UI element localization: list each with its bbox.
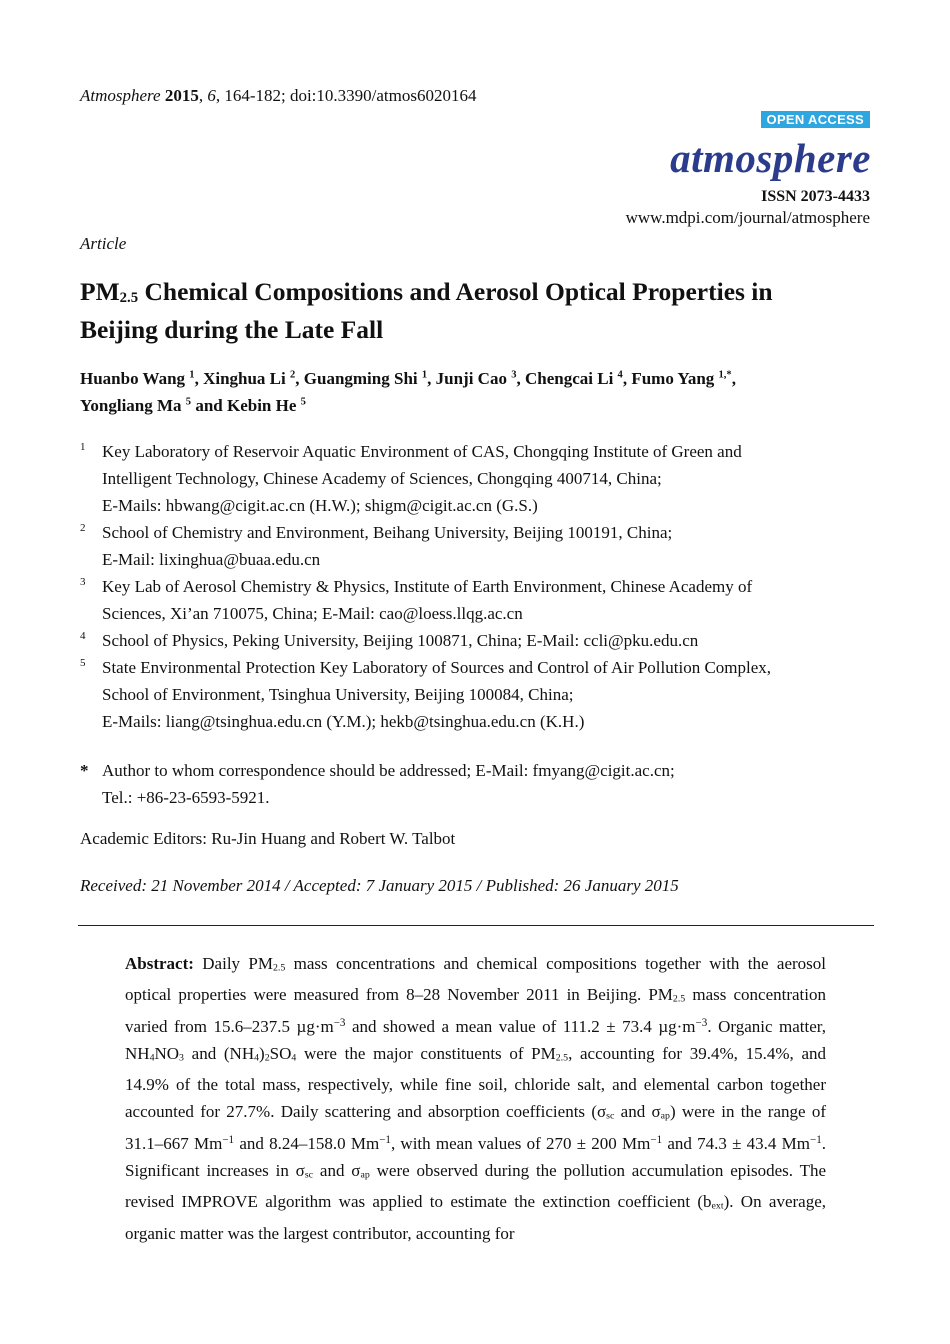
abstract-superscript: −1	[810, 1133, 822, 1146]
abstract-text: . Significant increases in σ	[125, 1133, 827, 1180]
abstract-text: mass concentration varied from 15.6–237.5 µg·m	[125, 985, 826, 1036]
abstract-text: and showed a mean value of 111.2 ± 73.4 µg·m	[345, 1016, 696, 1036]
journal-url[interactable]: www.mdpi.com/journal/atmosphere	[625, 208, 870, 227]
abstract-text: and 8.24–158.0 Mm	[234, 1133, 380, 1153]
title-pm: PM	[80, 277, 120, 306]
affiliation-line: Key Laboratory of Reservoir Aquatic Environment of CAS, Chongqing Institute of Green and	[102, 442, 742, 461]
open-access-badge: OPEN ACCESS	[761, 111, 870, 128]
citation-year: 2015	[164, 86, 199, 105]
correspondence-line1: Author to whom correspondence should be addressed; E-Mail: fmyang@cigit.ac.cn;	[102, 761, 675, 780]
abstract-subscript: 4	[149, 1052, 155, 1064]
abstract-text: and 74.3 ± 43.4 Mm	[662, 1133, 810, 1153]
affiliation-item	[80, 438, 880, 519]
abstract-body	[125, 954, 826, 1243]
abstract-text: and σ	[313, 1160, 361, 1180]
title-pm-subscript: 2.5	[119, 290, 139, 307]
abstract-label: Abstract:	[125, 954, 194, 973]
citation-journal: Atmosphere	[80, 86, 161, 105]
citation-volume: 6	[207, 86, 216, 105]
abstract-superscript: −3	[333, 1016, 346, 1029]
affiliation-line: Sciences, Xi’an 710075, China; E-Mail: cao@loess.llqg.ac.cn	[102, 604, 523, 623]
author-affiliation-mark: 2	[290, 369, 296, 381]
author-name: Fumo Yang	[631, 369, 715, 388]
author-name: Xinghua Li	[203, 369, 286, 388]
affiliation-line: Key Lab of Aerosol Chemistry & Physics, Institute of Earth Environment, Chinese Academy of	[102, 577, 753, 596]
affiliation-item	[80, 654, 880, 735]
abstract-text: were observed during the pollution accumulation episodes. The revised IMPROVE algorithm was applied to estimate the extinction coefficient (b	[125, 1160, 826, 1212]
abstract-subscript: 4	[291, 1052, 297, 1064]
abstract-subscript: 4	[254, 1052, 260, 1064]
correspondence-star: *	[80, 761, 89, 780]
correspondence-line2: Tel.: +86-23-6593-5921.	[102, 788, 270, 807]
issn: ISSN 2073-4433	[761, 188, 870, 205]
abstract-subscript: ap	[660, 1110, 670, 1122]
affiliation-line: State Environmental Protection Key Laboratory of Sources and Control of Air Pollution Complex,	[102, 658, 772, 677]
author-affiliation-mark: 1	[189, 369, 195, 381]
abstract-text: NO	[154, 1043, 180, 1063]
abstract-text: ) were in the range of 31.1–667 Mm	[125, 1102, 826, 1153]
affiliation-line: School of Physics, Peking University, Beijing 100871, China; E-Mail: ccli@pku.edu.cn	[102, 631, 699, 650]
abstract-superscript: −1	[379, 1133, 391, 1146]
author-affiliation-mark: 5	[185, 396, 192, 408]
article-type: Article	[80, 234, 127, 253]
affiliation-line: School of Chemistry and Environment, Beihang University, Beijing 100191, China;	[102, 523, 673, 542]
affiliation-list	[80, 438, 880, 735]
journal-logo: atmosphere	[670, 135, 871, 181]
correspondence-note	[80, 757, 880, 811]
affiliation-line: E-Mails: hbwang@cigit.ac.cn (H.W.); shigm@cigit.ac.cn (G.S.)	[102, 496, 538, 515]
author-name: Chengcai Li	[524, 369, 614, 388]
abstract-subscript: 3	[179, 1052, 184, 1064]
affiliation-line: Intelligent Technology, Chinese Academy of Sciences, Chongqing 400714, China;	[102, 469, 662, 488]
affiliation-number: 4	[80, 630, 86, 642]
abstract-subscript: ap	[360, 1169, 370, 1181]
affiliation-line: E-Mails: liang@tsinghua.edu.cn (Y.M.); hekb@tsinghua.edu.cn (K.H.)	[102, 712, 585, 731]
abstract-superscript: −1	[650, 1133, 663, 1146]
abstract-subscript: sc	[606, 1110, 615, 1122]
abstract-text: . Organic matter, NH	[125, 1016, 826, 1063]
author-name: Kebin He	[226, 396, 297, 415]
abstract-text: ). On average, organic matter was the largest contributor, accounting for	[125, 1192, 827, 1243]
abstract-subscript: 2	[264, 1052, 270, 1064]
author-affiliation-mark: 1,*	[718, 369, 732, 381]
author-name: Huanbo Wang	[80, 369, 186, 388]
abstract-text: mass concentrations and chemical compositions together with the aerosol optical properties were measured from 8–28 November 2011 in Beijing. PM	[125, 954, 826, 1005]
title-line2: Beijing during the Late Fall	[80, 315, 384, 345]
abstract-text: )	[259, 1043, 265, 1063]
citation-line: Atmosphere 2015, 6, 164-182; doi:10.3390/atmos6020164	[80, 86, 477, 105]
header-divider	[78, 925, 874, 926]
abstract	[125, 950, 826, 1247]
abstract-text: , with mean values of 270 ± 200 Mm	[390, 1133, 651, 1153]
abstract-text: and σ	[614, 1102, 661, 1122]
abstract-text: were the major constituents of PM	[296, 1043, 556, 1063]
abstract-text: Daily PM	[193, 954, 273, 973]
citation-pages-doi: , 164-182; doi:10.3390/atmos6020164	[215, 86, 477, 105]
article-title	[80, 276, 880, 346]
author-name: Guangming Shi	[303, 369, 418, 388]
abstract-subscript: 2.5	[555, 1052, 569, 1064]
abstract-subscript: 2.5	[672, 993, 686, 1005]
author-affiliation-mark: 1	[421, 369, 428, 381]
author-name: Yongliang Ma	[80, 396, 182, 415]
title-line1-rest: Chemical Compositions and Aerosol Optical Properties in	[138, 277, 773, 306]
affiliation-number: 5	[80, 657, 86, 669]
author-list: Huanbo Wang $^1$, Xinghua Li $^2$, Guangming Shi $^1$, Junji Cao $^3$, Chengcai Li $^4$, Fumo Yang $^{1,*}$, Yongliang Ma $^5$ and Kebin He $^5$	[80, 369, 736, 415]
affiliation-number: 2	[80, 522, 86, 534]
abstract-text: , accounting for 39.4%, 15.4%, and 14.9% of the total mass, respectively, while fine soil, chloride salt, and elemental carbon together accounted for 27.7%. Daily scattering and absorption coefficients (σ	[125, 1043, 826, 1122]
affiliation-number: 1	[80, 441, 86, 453]
affiliation-item	[80, 627, 880, 654]
affiliation-line: School of Environment, Tsinghua University, Beijing 100084, China;	[102, 685, 574, 704]
publication-dates: Received: 21 November 2014 / Accepted: 7 January 2015 / Published: 26 January 2015	[80, 876, 679, 895]
abstract-text: SO	[269, 1043, 292, 1063]
author-affiliation-mark: 5	[300, 396, 306, 408]
affiliation-item	[80, 573, 880, 627]
author-name: Junji Cao	[435, 369, 507, 388]
author-affiliation-mark: 3	[511, 369, 517, 381]
affiliation-item	[80, 519, 880, 573]
abstract-text: and (NH	[183, 1043, 255, 1063]
abstract-superscript: −1	[222, 1133, 235, 1146]
affiliation-number: 3	[80, 576, 86, 588]
affiliation-line: E-Mail: lixinghua@buaa.edu.cn	[102, 550, 321, 569]
abstract-subscript: ext	[711, 1200, 724, 1212]
academic-editors: Academic Editors: Ru-Jin Huang and Robert W. Talbot	[80, 829, 456, 848]
author-affiliation-mark: 4	[617, 369, 623, 381]
abstract-subscript: sc	[304, 1169, 314, 1181]
abstract-superscript: −3	[695, 1016, 708, 1029]
abstract-subscript: 2.5	[272, 962, 286, 974]
